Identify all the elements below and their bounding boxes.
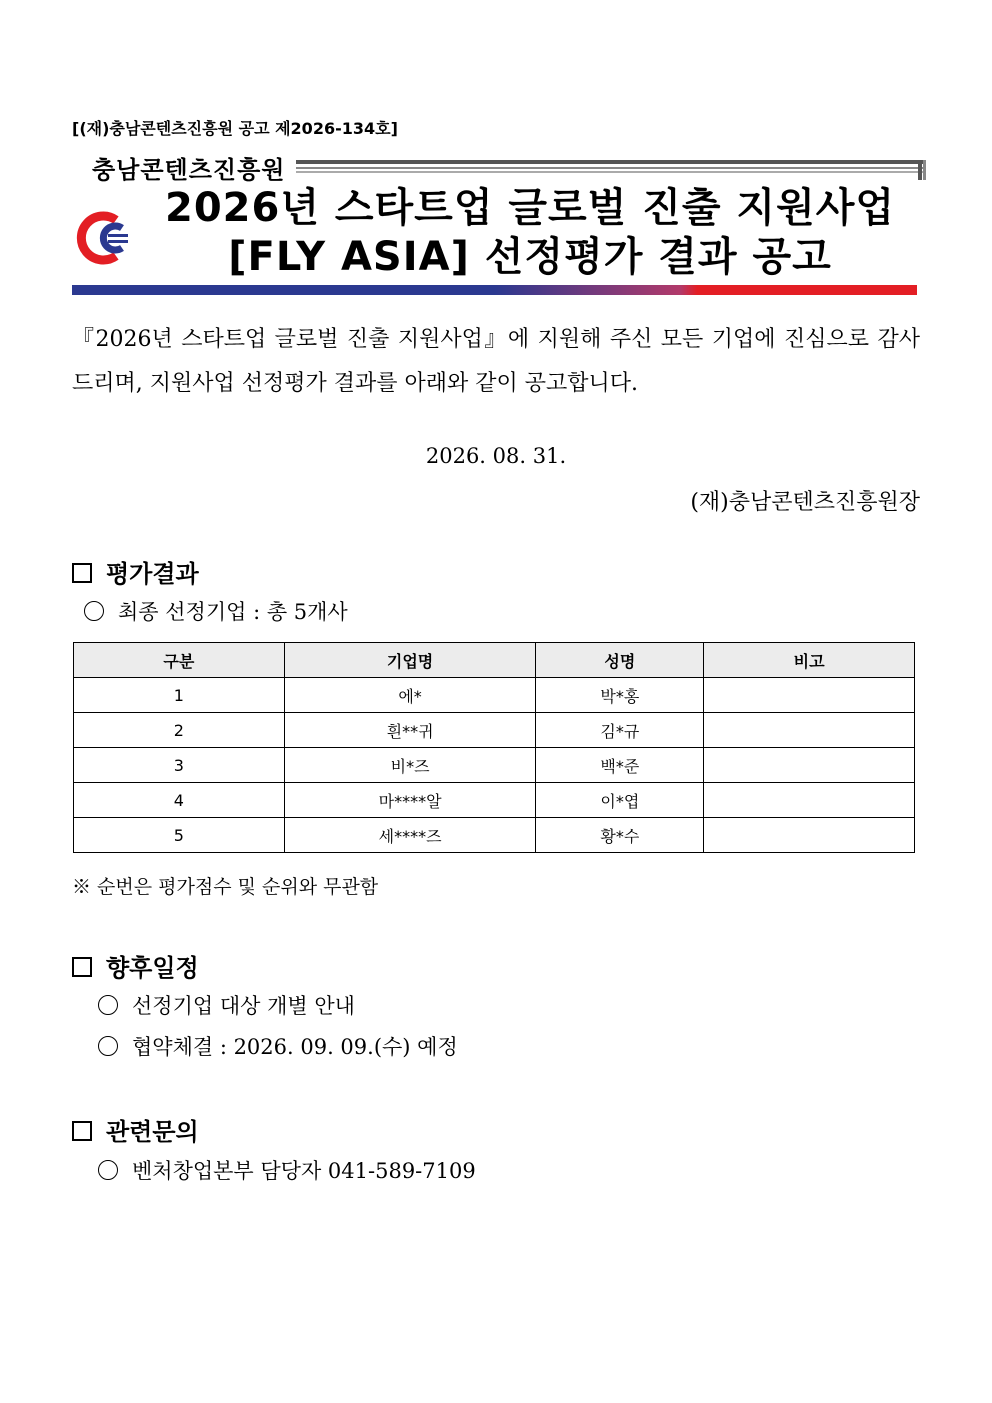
checkbox-square-icon xyxy=(72,957,92,977)
table-row xyxy=(74,678,915,713)
intro-paragraph: 『2026년 스타트업 글로벌 진출 지원사업』에 지원해 주신 모든 기업에 진심으로 감사드리며, 지원사업 선정평가 결과를 아래와 같이 공고합니다. xyxy=(72,327,920,396)
table-cell: 세****즈 xyxy=(284,818,536,853)
header-stripe xyxy=(72,285,917,295)
circle-bullet-icon xyxy=(84,601,104,621)
final-selection-bullet xyxy=(84,596,348,626)
column-header: 구분 xyxy=(74,643,285,678)
announcement-date: 2026. 08. 31. xyxy=(425,444,567,468)
table-cell xyxy=(704,748,915,783)
contact-bullet xyxy=(98,1155,476,1185)
table-cell: 마****알 xyxy=(284,783,536,818)
table-cell xyxy=(704,783,915,818)
table-cell: 황*수 xyxy=(536,818,704,853)
section-evaluation-results xyxy=(72,554,199,589)
org-logo xyxy=(72,210,134,266)
table-cell: 흰**귀 xyxy=(284,713,536,748)
table-cell xyxy=(704,678,915,713)
column-header: 기업명 xyxy=(284,643,536,678)
table-cell: 박*홍 xyxy=(536,678,704,713)
bullet-text: 선정기업 대상 개별 안내 xyxy=(132,994,355,1018)
bullet-text: 최종 선정기업 : 총 5개사 xyxy=(118,600,348,624)
column-header: 성명 xyxy=(536,643,704,678)
table-cell: 김*규 xyxy=(536,713,704,748)
schedule-bullet-1 xyxy=(98,990,355,1020)
section-title: 평가결과 xyxy=(106,560,199,588)
section-future-schedule xyxy=(72,948,199,983)
table-note: ※ 순번은 평가점수 및 순위와 무관함 xyxy=(72,876,379,898)
table-cell: 5 xyxy=(74,818,285,853)
results-table xyxy=(73,642,915,853)
circle-bullet-icon xyxy=(98,1160,118,1180)
table-row xyxy=(74,713,915,748)
title-line-2: [FLY ASIA] 선정평가 결과 공고 xyxy=(228,234,832,280)
table-cell xyxy=(704,713,915,748)
title-line-1: 2026년 스타트업 글로벌 진출 지원사업 xyxy=(165,185,895,231)
table-cell: 백*준 xyxy=(536,748,704,783)
table-cell xyxy=(704,818,915,853)
notice-number: [(재)충남콘텐츠진흥원 공고 제2026-134호] xyxy=(72,119,398,138)
table-header-row xyxy=(74,643,915,678)
column-header: 비고 xyxy=(704,643,915,678)
table-cell: 3 xyxy=(74,748,285,783)
checkbox-square-icon xyxy=(72,563,92,583)
table-cell: 1 xyxy=(74,678,285,713)
bullet-text: 협약체결 : 2026. 09. 09.(수) 예정 xyxy=(132,1035,458,1059)
schedule-bullet-2 xyxy=(98,1031,458,1061)
table-cell: 비*즈 xyxy=(284,748,536,783)
table-cell: 이*엽 xyxy=(536,783,704,818)
table-row xyxy=(74,818,915,853)
circle-bullet-icon xyxy=(98,995,118,1015)
org-name: 충남콘텐츠진흥원 xyxy=(92,156,286,184)
bullet-text: 벤처창업본부 담당자 041-589-7109 xyxy=(132,1159,476,1183)
signer: (재)충남콘텐츠진흥원장 xyxy=(690,490,920,515)
table-row xyxy=(74,748,915,783)
table-row xyxy=(74,783,915,818)
checkbox-square-icon xyxy=(72,1121,92,1141)
table-cell: 4 xyxy=(74,783,285,818)
header-rule xyxy=(296,160,926,180)
section-inquiries xyxy=(72,1112,199,1147)
table-cell: 2 xyxy=(74,713,285,748)
section-title: 관련문의 xyxy=(106,1118,199,1146)
table-cell: 에* xyxy=(284,678,536,713)
section-title: 향후일정 xyxy=(106,954,199,982)
circle-bullet-icon xyxy=(98,1036,118,1056)
